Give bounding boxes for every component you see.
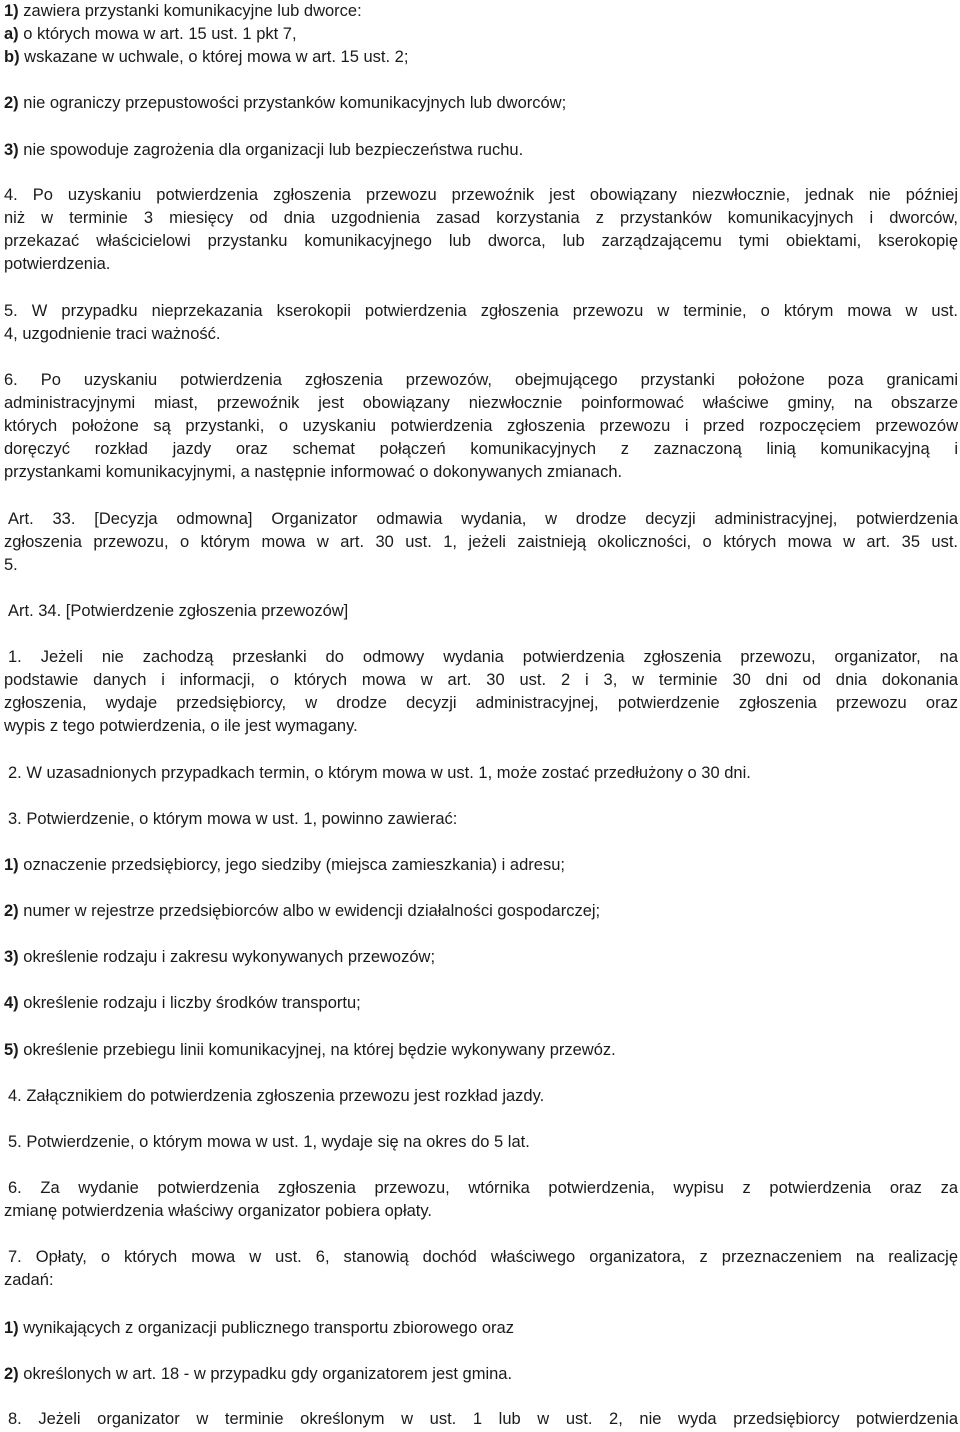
item-text: określenie przebiegu linii komunikacyjnej, na której będzie wykonywany przewóz. [23, 1041, 616, 1059]
item-text: określenie rodzaju i zakresu wykonywanych przewozów; [23, 948, 436, 966]
art34-ust-2: 2. W uzasadnionych przypadkach termin, o którym mowa w ust. 1, może zostać przedłużony o 30 dni. [8, 764, 751, 782]
text-line: przekazać właścicielowi przystanku komunikacyjnego lub dworca, lub zarządzającemu tymi obiektami, kserokopię [4, 232, 958, 250]
paragraph-ust-5 [4, 300, 958, 346]
article-34-title: Art. 34. [Potwierdzenie zgłoszenia przewozów] [8, 602, 349, 620]
item-text: określonych w art. 18 - w przypadku gdy organizatorem jest gmina. [23, 1365, 513, 1383]
item-text: numer w rejestrze przedsiębiorców albo w ewidencji działalności gospodarczej; [23, 902, 601, 920]
list-item [4, 992, 361, 1015]
text-line: podstawie danych i informacji, o których mowa w art. 30 ust. 2 i 3, w terminie 30 dni od dnia dokonania [4, 671, 958, 689]
text-line: potwierdzenia. [4, 255, 111, 273]
list-item [4, 1317, 514, 1340]
text-line: 1. Jeżeli nie zachodzą przesłanki do odmowy wydania potwierdzenia zgłoszenia przewozu, organizator, na [8, 648, 958, 666]
item-text: określenie rodzaju i liczby środków transportu; [23, 994, 361, 1012]
item-number: 1) [4, 856, 19, 874]
item-text: o których mowa w art. 15 ust. 1 pkt 7, [23, 25, 297, 43]
text-line: 6. Za wydanie potwierdzenia zgłoszenia przewozu, wtórnika potwierdzenia, wypisu z potwierdzenia oraz za [8, 1179, 958, 1197]
item-number: 2) [4, 902, 19, 920]
item-text: nie spowoduje zagrożenia dla organizacji lub bezpieczeństwa ruchu. [23, 141, 524, 159]
art34-ust-3: 3. Potwierdzenie, o którym mowa w ust. 1, powinno zawierać: [8, 810, 458, 828]
art34-ust-8 [4, 1408, 958, 1431]
text-line: przystankami komunikacyjnymi, a następnie informować o dokonywanych zmianach. [4, 463, 623, 481]
text-line: administracyjnymi miast, przewoźnik jest obowiązany niezwłocznie poinformować właściwe gminy, na obszarze [4, 394, 958, 412]
item-number: 2) [4, 94, 19, 112]
item-number: 1) [4, 2, 19, 20]
text-line: 7. Opłaty, o których mowa w ust. 6, stanowią dochód właściwego organizatora, z przeznaczeniem na realizację [8, 1248, 958, 1266]
art34-ust-5: 5. Potwierdzenie, o którym mowa w ust. 1, wydaje się na okres do 5 lat. [8, 1133, 530, 1151]
text-line: 4, uzgodnienie traci ważność. [4, 325, 221, 343]
item-text: zawiera przystanki komunikacyjne lub dworce: [23, 2, 362, 20]
item-letter: b) [4, 48, 20, 66]
list-item [4, 1363, 512, 1386]
text-line: doręczyć rozkład jazdy oraz schemat połączeń komunikacyjnych z zaznaczoną linią komunikacyjną i [4, 440, 958, 458]
text-line: 5. [4, 556, 18, 574]
item-text: wskazane w uchwale, o której mowa w art. 15 ust. 2; [24, 48, 409, 66]
item-number: 1) [4, 1319, 19, 1337]
text-line: których położone są przystanki, o uzyskaniu potwierdzenia zgłoszenia przewozu i przed rozpoczęciem przewozów [4, 417, 958, 435]
paragraph-ust-6 [4, 369, 958, 484]
list-subitem [4, 23, 297, 46]
art34-ust-7 [4, 1246, 958, 1292]
item-text: wynikających z organizacji publicznego transportu zbiorowego oraz [23, 1319, 514, 1337]
list-item [4, 900, 600, 923]
text-line: 6. Po uzyskaniu potwierdzenia zgłoszenia przewozów, obejmującego przystanki położone poza granicami [4, 371, 958, 389]
art34-ust-1 [4, 646, 958, 738]
list-item [4, 0, 362, 23]
list-item [4, 1039, 616, 1062]
art34-ust-4: 4. Załącznikiem do potwierdzenia zgłoszenia przewozu jest rozkład jazdy. [8, 1087, 545, 1105]
article-33 [4, 508, 958, 577]
text-line: 5. W przypadku nieprzekazania kserokopii potwierdzenia zgłoszenia przewozu w terminie, o którym mowa w ust. [4, 302, 958, 320]
art34-ust-6 [4, 1177, 958, 1223]
list-item [4, 854, 565, 877]
item-text: oznaczenie przedsiębiorcy, jego siedziby (miejsca zamieszkania) i adresu; [23, 856, 565, 874]
text-line: wypis z tego potwierdzenia, o ile jest wymagany. [4, 717, 358, 735]
item-number: 3) [4, 948, 19, 966]
text-line: 8. Jeżeli organizator w terminie określonym w ust. 1 lub w ust. 2, nie wyda przedsiębiorcy potwierdzenia [8, 1410, 958, 1428]
text-line: niż w terminie 3 miesięcy od dnia uzgodnienia zasad korzystania z przystanków komunikacyjnych i dworców, [4, 209, 958, 227]
list-item [4, 946, 435, 969]
text-line: zmianę potwierdzenia właściwy organizator pobiera opłaty. [4, 1202, 432, 1220]
list-subitem [4, 46, 408, 69]
text-line: zadań: [4, 1271, 54, 1289]
text-line: zgłoszenia, wydaje przedsiębiorcy, w drodze decyzji administracyjnej, potwierdzenie zgłoszenia przewozu oraz [4, 694, 958, 712]
paragraph-ust-4 [4, 184, 958, 276]
item-number: 4) [4, 994, 19, 1012]
text-line: zgłoszenia przewozu, o którym mowa w art. 30 ust. 1, jeżeli zaistnieją okoliczności, o których mowa w art. 35 ust. [4, 533, 958, 551]
text-line: Art. 33. [Decyzja odmowna] Organizator odmawia wydania, w drodze decyzji administracyjnej, potwierdzenia [8, 510, 958, 528]
list-item [4, 139, 523, 162]
list-item [4, 92, 566, 115]
item-number: 5) [4, 1041, 19, 1059]
item-number: 3) [4, 141, 19, 159]
text-line: 4. Po uzyskaniu potwierdzenia zgłoszenia przewozu przewoźnik jest obowiązany niezwłocznie, jednak nie później [4, 186, 958, 204]
item-number: 2) [4, 1365, 19, 1383]
item-letter: a) [4, 25, 19, 43]
item-text: nie ograniczy przepustowości przystanków komunikacyjnych lub dworców; [23, 94, 567, 112]
